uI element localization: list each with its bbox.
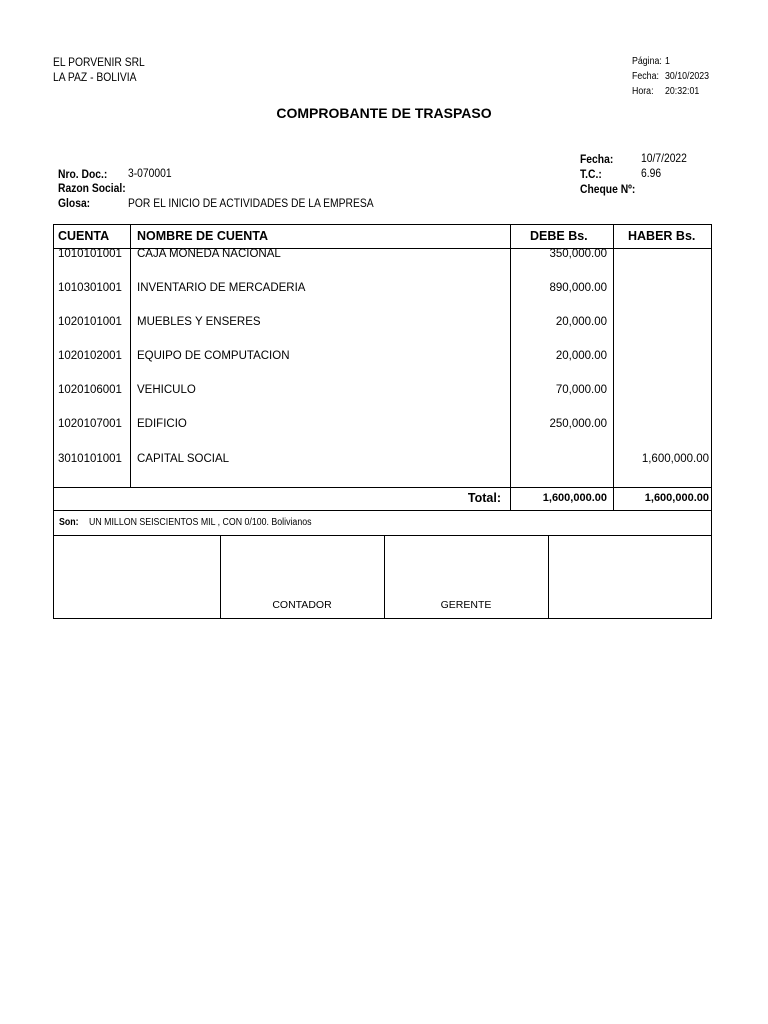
row-debe: 350,000.00 (549, 248, 607, 260)
row-haber: 1,600,000.00 (641, 453, 709, 465)
total-debe: 1,600,000.00 (542, 492, 607, 504)
row-cuenta: 1020102001 (58, 350, 122, 362)
row-debe: 250,000.00 (549, 418, 607, 430)
document-title: COMPROBANTE DE TRASPASO (276, 105, 492, 121)
print-time-label: Hora: (632, 86, 654, 97)
nro-doc-label: Nro. Doc.: (58, 167, 108, 181)
row-nombre: EDIFICIO (137, 418, 187, 430)
signature-contador: CONTADOR (272, 599, 332, 611)
table-row (54, 248, 711, 282)
row-cuenta: 1010101001 (58, 248, 122, 260)
print-date-label: Fecha: (632, 71, 659, 82)
page-label: Página: (632, 56, 662, 67)
page-value: 1 (665, 56, 670, 67)
nro-doc-value: 3-070001 (128, 166, 172, 180)
header-haber: HABER Bs. (628, 229, 696, 243)
row-cuenta: 1020107001 (58, 418, 122, 430)
signature-box (53, 535, 712, 619)
row-cuenta: 3010101001 (58, 453, 122, 465)
row-nombre: MUEBLES Y ENSERES (137, 316, 261, 328)
table-row (54, 350, 711, 384)
row-debe: 20,000.00 (555, 316, 607, 328)
company-location: LA PAZ - BOLIVIA (53, 70, 137, 84)
table-row (54, 316, 711, 350)
company-name: EL PORVENIR SRL (53, 55, 145, 69)
row-cuenta: 1020101001 (58, 316, 122, 328)
row-nombre: CAPITAL SOCIAL (137, 453, 230, 465)
row-nombre: EQUIPO DE COMPUTACION (137, 350, 290, 362)
signature-divider (548, 536, 549, 618)
son-label: Son: (59, 517, 79, 528)
row-debe: 70,000.00 (555, 384, 607, 396)
header-nombre: NOMBRE DE CUENTA (137, 229, 269, 243)
print-time-value: 20:32:01 (665, 86, 700, 97)
row-debe: 20,000.00 (555, 350, 607, 362)
total-label: Total: (467, 491, 501, 505)
cheque-label: Cheque Nº: (580, 182, 636, 196)
accounts-table (53, 224, 712, 511)
row-nombre: VEHICULO (137, 384, 196, 396)
signature-gerente: GERENTE (440, 599, 492, 611)
header-cuenta: CUENTA (58, 229, 110, 243)
row-debe: 890,000.00 (549, 282, 607, 294)
total-haber: 1,600,000.00 (644, 492, 709, 504)
row-nombre: INVENTARIO DE MERCADERIA (137, 282, 306, 294)
tc-label: T.C.: (580, 167, 602, 181)
glosa-label: Glosa: (58, 196, 91, 210)
header-debe: DEBE Bs. (530, 229, 588, 243)
row-cuenta: 1010301001 (58, 282, 122, 294)
son-value: UN MILLON SEISCIENTOS MIL , CON 0/100. Bolivianos (89, 517, 312, 528)
glosa-value: POR EL INICIO DE ACTIVIDADES DE LA EMPRESA (128, 196, 374, 210)
table-row (54, 418, 711, 452)
print-date-value: 30/10/2023 (665, 71, 710, 82)
table-row (54, 282, 711, 316)
fecha-label: Fecha: (580, 152, 614, 166)
total-divider (54, 487, 711, 488)
row-nombre: CAJA MONEDA NACIONAL (137, 248, 281, 260)
tc-value: 6.96 (641, 166, 662, 180)
amount-in-words-box (53, 510, 712, 536)
fecha-value: 10/7/2022 (641, 151, 687, 165)
razon-social-label: Razon Social: (58, 181, 126, 195)
table-row (54, 384, 711, 418)
row-cuenta: 1020106001 (58, 384, 122, 396)
table-row (54, 453, 711, 487)
